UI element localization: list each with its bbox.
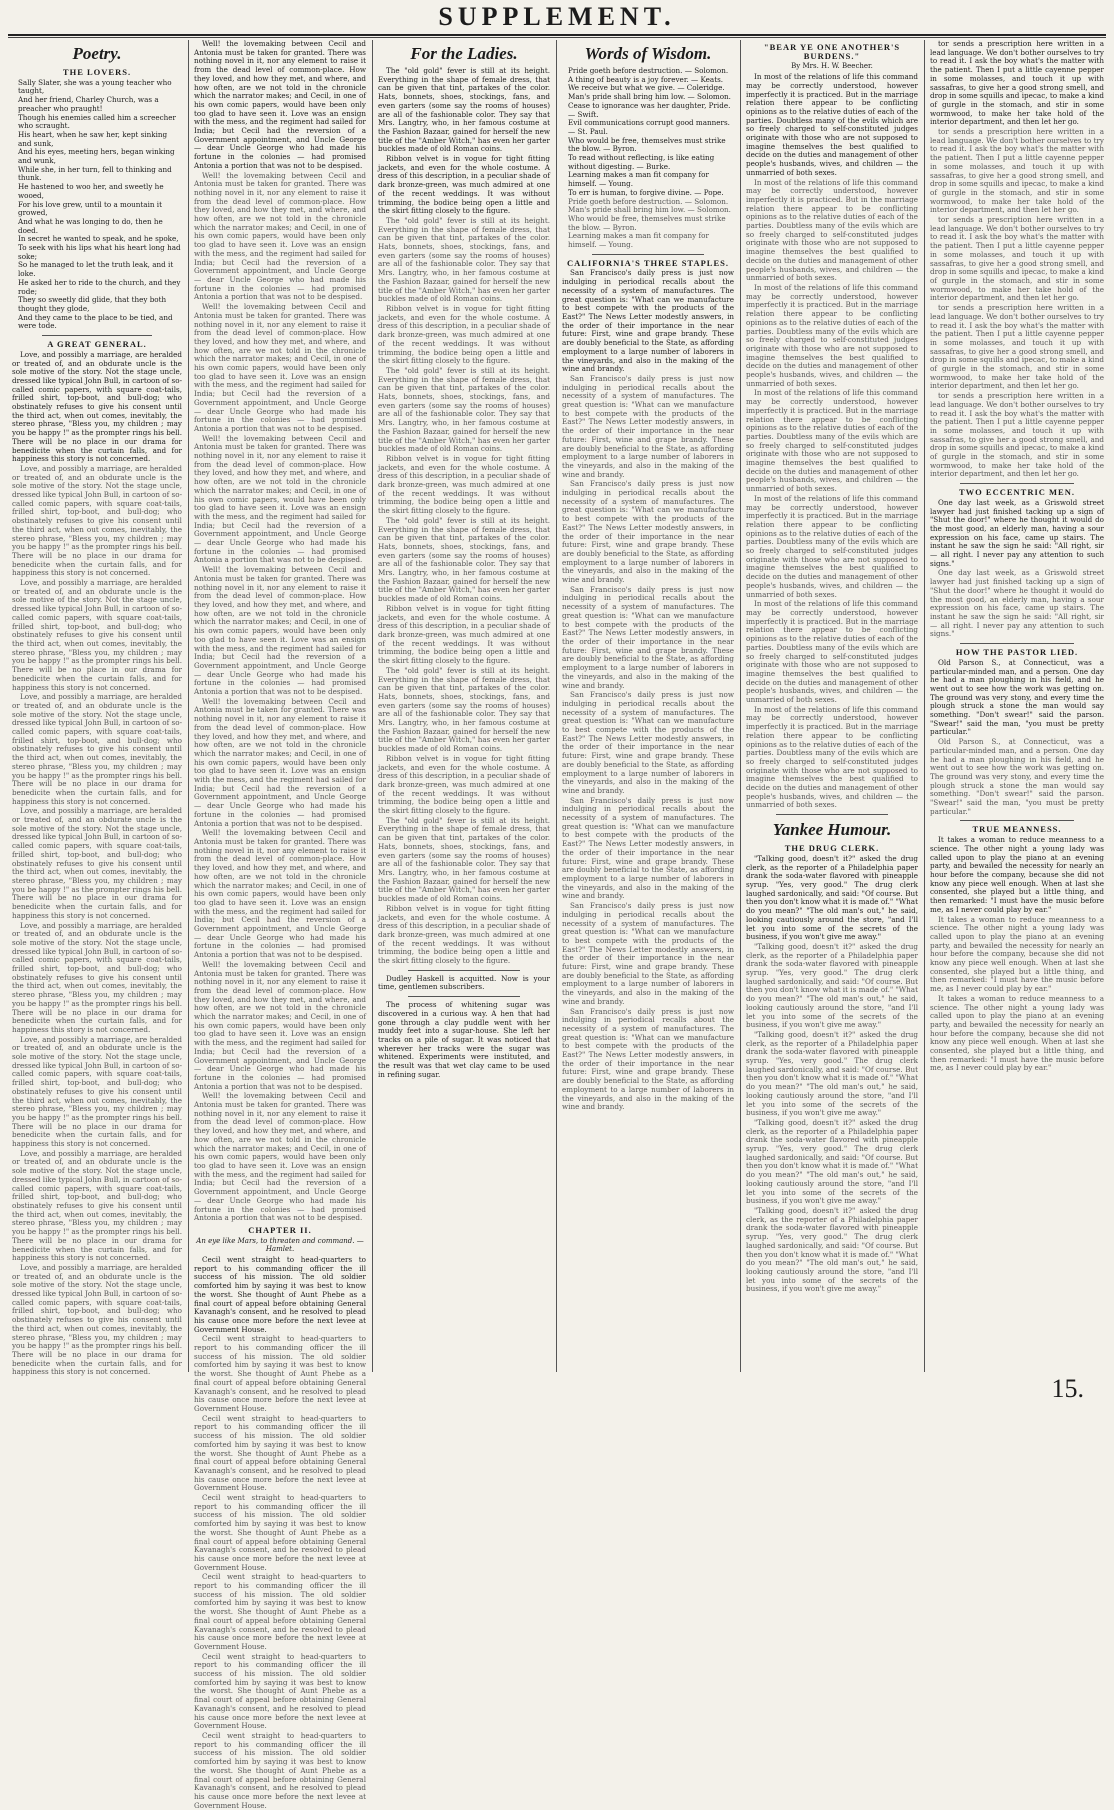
- article-body: "Talking good, doesn't it?" asked the drug clerk, as the reporter of a Philadelphia paper drank the soda-water flavored with pineapple syrup. "Yes, very good." The drug clerk laughed sardonically, and said: "Of course. But then you don't know what it is made of." "What do you mean?" "The old man's out," he said, looking cautiously around the store, "and I'll let you into some of the secrets of the business, if you won't give me away.": [746, 853, 918, 942]
- article-body: tor sends a prescription here written in a lead language. We don't bother ourselves to try to read it. I ask the boy what's the matter with the patient. Then I put a little cayenne pepper in some molasses, and touch it up with sassafras, to give her a good strong smell, and drop in some squills and ipecac, to make a kind of gurgle in the stomach, and stir in some wormwood, to make her take hold of the interior department, and then let her go.: [930, 39, 1104, 127]
- article-body: It takes a woman to reduce meanness to a science. The other night a young lady was called upon to play the piano at an evening party, and bewailed the necessity for nearly an hour before the company, because she did not know any piece well enough. When at last she consented, she played but a little thing, and then remarked: "I must have the music before me, as I never could play by ear.": [930, 835, 1104, 914]
- byline: By Mrs. H. W. Beecher.: [791, 62, 873, 71]
- poem-line: To seek with his lips what his heart long had soke;: [18, 243, 181, 261]
- saying: Pride goeth before destruction. — Solomon.: [568, 66, 729, 75]
- article-body: The "old gold" fever is still at its height. Everything in the shape of female dress, that can be given that tint, partakes of the color. Hats, bonnets, shoes, stockings, fans, and even garters (some say the rooms of houses) are all of the fashionable color. They say that Mrs. Langtry, who, in her famous costume at the Fashion Bazaar, gained for herself the new title of the "Amber Witch," has even her garter buckles made of old Roman coins.: [378, 66, 550, 154]
- column-4: [562, 40, 734, 1370]
- chapter-body: Cecil went straight to head-quarters to report to his commanding officer the ill success of his mission. The old soldier comforted him by saying it was best to know the worst. She thought of Aunt Phebe as a final court of appeal before obtaining General Kavanagh's consent, and he resolved to plead his cause once more before the next levee at Government House.: [194, 1651, 366, 1731]
- article-body: tor sends a prescription here written in a lead language. We don't bother ourselves to try to read it. I ask the boy what's the matter with the patient. Then I put a little cayenne pepper in some molasses, and touch it up with sassafras, to give her a good strong smell, and drop in some squills and ipecac, to make a kind of gurgle in the stomach, and stir in some wormwood, to make her take hold of the interior department, and then let her go.: [930, 303, 1104, 391]
- article-body: San Francisco's daily press is just now indulging in periodical recalls about the necessity of a system of manufactures. The great question is: "What can we manufacture to best compete with the products of the East?" The News Letter modestly answers, in the order of their importance in the near future: First, wine and grape brandy. These are doubly beneficial to the State, as affording employment to a large number of laborers in the vineyards, and also in the making of the wine and brandy.: [562, 901, 734, 1006]
- article-body: San Francisco's daily press is just now indulging in periodical recalls about the necessity of a system of manufactures. The great question is: "What can we manufacture to best compete with the products of the East?" The News Letter modestly answers, in the order of their importance in the near future: First, wine and grape brandy. These are doubly beneficial to the State, as affording employment to a large number of laborers in the vineyards, and also in the making of the wine and brandy.: [562, 795, 734, 901]
- article-body: Well! the lovemaking between Cecil and Antonia must be taken for granted. There was nothing novel in it, nor any element to raise it from the dead level of common-place. How they loved, and how they met, and where, and how often, are we not told in the chronicle which the narrator makes; and Cecil, in one of his own comic papers, would have been only too glad to have seen it. Love was an ensign with the mess, and the regiment had sailed for India; but Cecil had the reversion of a Government appointment, and Uncle George — dear Uncle George who had made his fortune in the colonies — had promised Antonia a portion that was not to be despised.: [194, 302, 366, 433]
- article-body: In most of the relations of life this command may be correctly understood, however imperfectly it is practiced. But in the marriage relation there appear to be conflicting opinions as to the relative duties of each of the parties. Doubtless many of the evils which are so freely charged to self-constituted judges originate with those who are not supposed to imagine themselves the best qualified to decide on the duties and management of other people's husbands, wives, and children — the unmarried of both sexes.: [746, 704, 918, 810]
- poem-line: So he managed to let the truth leak, and it loke.: [18, 260, 174, 279]
- column-rule: [188, 40, 189, 1372]
- separator: [592, 254, 704, 255]
- column-rule: [556, 40, 557, 1372]
- poem-line: And what he was longing to do, then he doed.: [18, 216, 163, 235]
- separator: [960, 820, 1074, 821]
- masthead-rule: [8, 34, 1106, 36]
- column-rule: [924, 40, 925, 1372]
- article-body: tor sends a prescription here written in a lead language. We don't bother ourselves to try to read it. I ask the boy what's the matter with the patient. Then I put a little cayenne pepper in some molasses, and touch it up with sassafras, to give her a good strong smell, and drop in some squills and ipecac, to make a kind of gurgle in the stomach, and stir in some wormwood, to make her take hold of the interior department, and then let her go.: [930, 127, 1104, 215]
- article-body: Well! the lovemaking between Cecil and Antonia must be taken for granted. There was nothing novel in it, nor any element to raise it from the dead level of common-place. How they loved, and how they met, and where, and how often, are we not told in the chronicle which the narrator makes; and Cecil, in one of his own comic papers, would have been only too glad to have seen it. Love was an ensign with the mess, and the regiment had sailed for India; but Cecil had the reversion of a Government appointment, and Uncle George — dear Uncle George who had made his fortune in the colonies — had promised Antonia a portion that was not to be despised.: [194, 696, 366, 828]
- article-body: San Francisco's daily press is just now indulging in periodical recalls about the necessity of a system of manufactures. The great question is: "What can we manufacture to best compete with the products of the East?" The News Letter modestly answers, in the order of their importance in the near future: First, wine and grape brandy. These are doubly beneficial to the State, as affording employment to a large number of laborers in the vineyards, and also in the making of the wine and brandy.: [562, 479, 734, 585]
- chapter-body: Cecil went straight to head-quarters to report to his commanding officer the ill success of his mission. The old soldier comforted him by saying it was best to know the worst. She thought of Aunt Phebe as a final court of appeal before obtaining General Kavanagh's consent, and he resolved to plead his cause once more before the next levee at Government House.: [194, 1255, 366, 1334]
- saying: A thing of beauty is a joy forever. — Keats.: [568, 74, 724, 84]
- column-1: [12, 40, 183, 1377]
- article-body: Well! the lovemaking between Cecil and Antonia must be taken for granted. There was nothing novel in it, nor any element to raise it from the dead level of common-place. How they loved, and how they met, and where, and how often, are we not told in the chronicle which the narrator makes; and Cecil, in one of his own comic papers, would have been only too glad to have seen it. Love was an ensign with the mess, and the regiment had sailed for India; but Cecil had the reversion of a Government appointment, and Uncle George — dear Uncle George who had made his fortune in the colonies — had promised Antonia a portion that was not to be despised.: [194, 433, 366, 565]
- notice: Dudley Haskell is acquitted. Now is your time, gentlemen subscribers.: [378, 973, 550, 992]
- chapter-body: Cecil went straight to head-quarters to report to his commanding officer the ill success of his mission. The old soldier comforted him by saying it was best to know the worst. She thought of Aunt Phebe as a final court of appeal before obtaining General Kavanagh's consent, and he resolved to plead his cause once more before the next levee at Government House.: [194, 1572, 366, 1651]
- column-3: [378, 40, 550, 1370]
- separator: [776, 814, 888, 815]
- article-body: The "old gold" fever is still at its height. Everything in the shape of female dress, that can be given that tint, partakes of the color. Hats, bonnets, shoes, stockings, fans, and even garters (some say the rooms of houses) are all of the fashionable color. They say that Mrs. Langtry, who, in her famous costume at the Fashion Bazaar, gained for herself the new title of the "Amber Witch," has even her garter buckles made of old Roman coins.: [378, 365, 550, 454]
- section-wisdom: Words of Wisdom.: [584, 44, 712, 63]
- separator: [408, 970, 520, 971]
- saying: We receive but what we give. — Coleridge.: [568, 83, 725, 93]
- column-6: [930, 40, 1104, 1340]
- article-body: One day last week, as a Griswold street lawyer had just finished tacking up a sign of "Shut the door!" where he thought it would do the most good, an elderly man, having a sour expression on his face, came up stairs. The instant he saw the sign he said: "All right, sir — all right. I never pay any attention to such signs.": [930, 497, 1104, 568]
- saying: Cease to ignorance was her daughter, Pride. — Swift.: [568, 100, 731, 119]
- article-title: CALIFORNIA'S THREE STAPLES.: [566, 257, 729, 268]
- article-body: Love, and possibly a marriage, are heralded or treated of, and an obdurate uncle is the sole motive of the story. Not the stage uncle, dressed like typical John Bull, in cartoon of so-called comic papers, with square coat-tails, frilled shirt, top-boot, and bull-dog; who obstinately refuses to give his consent until the third act, when out comes, inevitably, the stereo phrase, "Bless you, my children ; may you be happy !" as the prompter rings his bell. There will be no place in our drama for benedicite when the curtain falls, and for happiness this story is not concerned.: [12, 1034, 183, 1149]
- saying: Who would be free, themselves must strike the blow. — Byron.: [568, 135, 726, 154]
- masthead-rule-thin: [8, 37, 1106, 38]
- page-number: 15.: [1051, 1374, 1084, 1403]
- article-body: The "old gold" fever is still at its height. Everything in the shape of female dress, that can be given that tint, partakes of the color. Hats, bonnets, shoes, stockings, fans, and even garters (some say the rooms of houses) are all of the fashionable color. They say that Mrs. Langtry, who, in her famous costume at the Fashion Bazaar, gained for herself the new title of the "Amber Witch," has even her garter buckles made of old Roman coins.: [378, 215, 550, 304]
- saying: Learning makes a man fit company for himself. — Young.: [568, 170, 709, 189]
- article-title: A GREAT GENERAL.: [47, 339, 147, 350]
- article-body: San Francisco's daily press is just now indulging in periodical recalls about the necessity of a system of manufactures. The great question is: "What can we manufacture to best compete with the products of the East?" The News Letter modestly answers, in the order of their importance in the near future: First, wine and grape brandy. These are doubly beneficial to the State, as affording employment to a large number of laborers in the vineyards, and also in the making of the wine and brandy.: [562, 373, 734, 479]
- column-rule: [740, 40, 741, 1372]
- section-humour: Yankee Humour.: [772, 820, 892, 840]
- saying: Who would be free, themselves must strike the blow. — Byron.: [568, 213, 726, 232]
- article-body: Well! the lovemaking between Cecil and Antonia must be taken for granted. There was nothing novel in it, nor any element to raise it from the dead level of common-place. How they loved, and how they met, and where, and how often, are we not told in the chronicle which the narrator makes; and Cecil, in one of his own comic papers, would have been only too glad to have seen it. Love was an ensign with the mess, and the regiment had sailed for India; but Cecil had the reversion of a Government appointment, and Uncle George — dear Uncle George who had made his fortune in the colonies — had promised Antonia a portion that was not to be despised.: [194, 170, 366, 302]
- saying: Evil communications corrupt good manners. — St. Paul.: [568, 118, 730, 136]
- section-poetry: Poetry.: [72, 44, 122, 63]
- saying: Learning makes a man fit company for himself. — Young.: [568, 231, 709, 250]
- article-body: Love, and possibly a marriage, are heralded or treated of, and an obdurate uncle is the sole motive of the story. Not the stage uncle, dressed like typical John Bull, in cartoon of so-called comic papers, with square coat-tails, frilled shirt, top-boot, and bull-dog; who obstinately refuses to give his consent until the third act, when out comes, inevitably, the stereo phrase, "Bless you, my children ; may you be happy !" as the prompter rings his bell. There will be no place in our drama for benedicite when the curtain falls, and for happiness this story is not concerned.: [12, 578, 183, 692]
- article-body: In most of the relations of life this command may be correctly understood, however imperfectly it is practiced. But in the marriage relation there appear to be conflicting opinions as to the relative duties of each of the parties. Doubtless many of the evils which are so freely charged to self-constituted judges originate with those who are not supposed to imagine themselves the best qualified to decide on the duties and management of other people's husbands, wives, and children — the unmarried of both sexes.: [746, 599, 918, 705]
- poem-line: In secret he wanted to speak, and he spoke,: [18, 234, 179, 244]
- article-body: Ribbon velvet is in vogue for tight fitting jackets, and even for the whole costume. A dress of this description, in a peculiar shade of dark bronze-green, was much admired at one of the recent weddings. It was without trimming, the bodice being open a little and the skirt fitting closely to the figure.: [378, 154, 550, 216]
- column-2: [194, 39, 366, 1810]
- poem-line: They so sweetly did glide, that they both thought they glode,: [18, 295, 167, 313]
- chapter-body: Cecil went straight to head-quarters to report to his commanding officer the ill success of his mission. The old soldier comforted him by saying it was best to know the worst. She thought of Aunt Phebe as a final court of appeal before obtaining General Kavanagh's consent, and he resolved to plead his cause once more before the next levee at Government House.: [194, 1413, 366, 1493]
- chapter-epigraph: An eye like Mars, to threaten and command. — Hamlet.: [196, 1236, 364, 1254]
- poem-line: Though his enemies called him a screecher who scraught.: [18, 112, 176, 131]
- page-title: SUPPLEMENT.: [438, 2, 676, 31]
- article-title: THE DRUG CLERK.: [784, 843, 880, 854]
- saying: Man's pride shall bring him low. — Solomon.: [568, 92, 731, 102]
- article-body: Old Parson S., at Connecticut, was a particular-minded man, and a person. One day he had a man ploughing in his field, and he went out to see how the work was getting on. The ground was very stony, and every time the plough struck a stone the man would say something. "Don't swear!" said the parson. "Swear!" said the man, "you must be pretty particular.": [930, 657, 1104, 737]
- article-body: In most of the relations of life this command may be correctly understood, however imperfectly it is practiced. But in the marriage relation there appear to be conflicting opinions as to the relative duties of each of the parties. Doubtless many of the evils which are so freely charged to self-constituted judges originate with those who are not supposed to imagine themselves the best qualified to decide on the duties and management of other people's husbands, wives, and children — the unmarried of both sexes.: [746, 72, 918, 177]
- column-rule: [372, 40, 373, 1372]
- article-body: Love, and possibly a marriage, are heralded or treated of, and an obdurate uncle is the sole motive of the story. Not the stage uncle, dressed like typical John Bull, in cartoon of so-called comic papers, with square coat-tails, frilled shirt, top-boot, and bull-dog; who obstinately refuses to give his consent until the third act, when out comes, inevitably, the stereo phrase, "Bless you, my children ; may you be happy !" as the prompter rings his bell. There will be no place in our drama for benedicite when the curtain falls, and for happiness this story is not concerned.: [12, 1262, 183, 1377]
- separator: [408, 996, 520, 997]
- article-body: tor sends a prescription here written in a lead language. We don't bother ourselves to try to read it. I ask the boy what's the matter with the patient. Then I put a little cayenne pepper in some molasses, and touch it up with sassafras, to give her a good strong smell, and drop in some squills and ipecac, to make a kind of gurgle in the stomach, and stir in some wormwood, to make her take hold of the interior department, and then let her go.: [930, 391, 1104, 479]
- section-ladies: For the Ladies.: [410, 44, 518, 63]
- poem: [12, 79, 182, 331]
- article-body: tor sends a prescription here written in a lead language. We don't bother ourselves to try to read it. I ask the boy what's the matter with the patient. Then I put a little cayenne pepper in some molasses, and touch it up with sassafras, to give her a good strong smell, and drop in some squills and ipecac, to make a kind of gurgle in the stomach, and stir in some wormwood, to make her take hold of the interior department, and then let her go.: [930, 215, 1104, 303]
- article-body: Well! the lovemaking between Cecil and Antonia must be taken for granted. There was nothing novel in it, nor any element to raise it from the dead level of common-place. How they loved, and how they met, and where, and how often, are we not told in the chronicle which the narrator makes; and Cecil, in one of his own comic papers, would have been only too glad to have seen it. Love was an ensign with the mess, and the regiment had sailed for India; but Cecil had the reversion of a Government appointment, and Uncle George — dear Uncle George who had made his fortune in the colonies — had promised Antonia a portion that was not to be despised.: [194, 1091, 366, 1223]
- article-body: "Talking good, doesn't it?" asked the drug clerk, as the reporter of a Philadelphia paper drank the soda-water flavored with pineapple syrup. "Yes, very good." The drug clerk laughed sardonically, and said: "Of course. But then you don't know what it is made of." "What do you mean?" "The old man's out," he said, looking cautiously around the store, "and I'll let you into some of the secrets of the business, if you won't give me away.": [746, 1206, 918, 1294]
- article-body: Love, and possibly a marriage, are heralded or treated of, and an obdurate uncle is the sole motive of the story. Not the stage uncle, dressed like typical John Bull, in cartoon of so-called comic papers, with square coat-tails, frilled shirt, top-boot, and bull-dog; who obstinately refuses to give his consent until the third act, when out comes, inevitably, the stereo phrase, "Bless you, my children ; may you be happy !" as the prompter rings his bell. There will be no place in our drama for benedicite when the curtain falls, and for happiness this story is not concerned.: [12, 806, 183, 920]
- poem-line: For his love grew, until to a mountain it growed,: [18, 199, 162, 218]
- article-body: Well! the lovemaking between Cecil and Antonia must be taken for granted. There was nothing novel in it, nor any element to raise it from the dead level of common-place. How they loved, and how they met, and where, and how often, are we not told in the chronicle which the narrator makes; and Cecil, in one of his own comic papers, would have been only too glad to have seen it. Love was an ensign with the mess, and the regiment had sailed for India; but Cecil had the reversion of a Government appointment, and Uncle George — dear Uncle George who had made his fortune in the colonies — had promised Antonia a portion that was not to be despised.: [194, 39, 366, 170]
- chapter-heading: CHAPTER II.: [248, 1224, 312, 1235]
- saying: Pride goeth before destruction. — Solomon.: [568, 196, 729, 206]
- separator: [960, 643, 1074, 644]
- article-body: Ribbon velvet is in vogue for tight fitting jackets, and even for the whole costume. A dress of this description, in a peculiar shade of dark bronze-green, was much admired at one of the recent weddings. It was without trimming, the bodice being open a little and the skirt fitting closely to the figure.: [378, 903, 550, 966]
- separator: [42, 335, 152, 336]
- article-body: Ribbon velvet is in vogue for tight fitting jackets, and even for the whole costume. A dress of this description, in a peculiar shade of dark bronze-green, was much admired at one of the recent weddings. It was without trimming, the bodice being open a little and the skirt fitting closely to the figure.: [378, 453, 550, 516]
- saying: To err is human, to forgive divine. — Pope.: [568, 187, 724, 197]
- article-title: "BEAR YE ONE ANOTHER'S BURDENS.": [763, 42, 901, 61]
- article-body: In most of the relations of life this command may be correctly understood, however imperfectly it is practiced. But in the marriage relation there appear to be conflicting opinions as to the relative duties of each of the parties. Doubtless many of the evils which are so freely charged to self-constituted judges originate with those who are not supposed to imagine themselves the best qualified to decide on the duties and management of other people's husbands, wives, and children — the unmarried of both sexes.: [746, 177, 918, 283]
- article-body: San Francisco's daily press is just now indulging in periodical recalls about the necessity of a system of manufactures. The great question is: "What can we manufacture to best compete with the products of the East?" The News Letter modestly answers, in the order of their importance in the near future: First, wine and grape brandy. These are doubly beneficial to the State, as affording employment to a large number of laborers in the vineyards, and also in the making of the wine and brandy.: [562, 584, 734, 690]
- article-body: San Francisco's daily press is just now indulging in periodical recalls about the necessity of a system of manufactures. The great question is: "What can we manufacture to best compete with the products of the East?" The News Letter modestly answers, in the order of their importance in the near future: First, wine and grape brandy. These are doubly beneficial to the State, as affording employment to a large number of laborers in the vineyards, and also in the making of the wine and brandy.: [562, 268, 734, 374]
- saying: Man's pride shall bring him low. — Solomon.: [568, 205, 731, 215]
- article-body: Love, and possibly a marriage, are heralded or treated of, and an obdurate uncle is the sole motive of the story. Not the stage uncle, dressed like typical John Bull, in cartoon of so-called comic papers, with square coat-tails, frilled shirt, top-boot, and bull-dog; who obstinately refuses to give his consent until the third act, when out comes, inevitably, the stereo phrase, "Bless you, my children ; may you be happy !" as the prompter rings his bell. There will be no place in our drama for benedicite when the curtain falls, and for happiness this story is not concerned.: [12, 692, 183, 806]
- article-body: Love, and possibly a marriage, are heralded or treated of, and an obdurate uncle is the sole motive of the story. Not the stage uncle, dressed like typical John Bull, in cartoon of so-called comic papers, with square coat-tails, frilled shirt, top-boot, and bull-dog; who obstinately refuses to give his consent until the third act, when out comes, inevitably, the stereo phrase, "Bless you, my children ; may you be happy !" as the prompter rings his bell. There will be no place in our drama for benedicite when the curtain falls, and for happiness this story is not concerned.: [12, 349, 183, 464]
- poem-line: And her friend, Charley Church, was a preacher who praught!: [18, 95, 159, 113]
- article-body: Ribbon velvet is in vogue for tight fitting jackets, and even for the whole costume. A dress of this description, in a peculiar shade of dark bronze-green, was much admired at one of the recent weddings. It was without trimming, the bodice being open a little and the skirt fitting closely to the figure.: [378, 603, 550, 666]
- article-body: In most of the relations of life this command may be correctly understood, however imperfectly it is practiced. But in the marriage relation there appear to be conflicting opinions as to the relative duties of each of the parties. Doubtless many of the evils which are so freely charged to self-constituted judges originate with those who are not supposed to imagine themselves the best qualified to decide on the duties and management of other people's husbands, wives, and children — the unmarried of both sexes.: [746, 388, 918, 494]
- article-body: San Francisco's daily press is just now indulging in periodical recalls about the necessity of a system of manufactures. The great question is: "What can we manufacture to best compete with the products of the East?" The News Letter modestly answers, in the order of their importance in the near future: First, wine and grape brandy. These are doubly beneficial to the State, as affording employment to a large number of laborers in the vineyards, and also in the making of the wine and brandy.: [562, 690, 734, 795]
- article-body: The "old gold" fever is still at its height. Everything in the shape of female dress, that can be given that tint, partakes of the color. Hats, bonnets, shoes, stockings, fans, and even garters (some say the rooms of houses) are all of the fashionable color. They say that Mrs. Langtry, who, in her famous costume at the Fashion Bazaar, gained for herself the new title of the "Amber Witch," has even her garter buckles made of old Roman coins.: [378, 665, 550, 754]
- article-body: "Talking good, doesn't it?" asked the drug clerk, as the reporter of a Philadelphia paper drank the soda-water flavored with pineapple syrup. "Yes, very good." The drug clerk laughed sardonically, and said: "Of course. But then you don't know what it is made of." "What do you mean?" "The old man's out," he said, looking cautiously around the store, "and I'll let you into some of the secrets of the business, if you won't give me away.": [746, 1029, 918, 1118]
- notice: The process of whitening sugar was discovered in a curious way. A hen that had gone through a clay puddle went with her muddy feet into a sugar-house. She left her tracks on a pile of sugar. It was noticed that wherever her tracks were the sugar was whitened. Experiments were instituted, and the result was that wet clay came to be used in refining sugar.: [378, 1000, 550, 1079]
- article-body: Ribbon velvet is in vogue for tight fitting jackets, and even for the whole costume. A dress of this description, in a peculiar shade of dark bronze-green, was much admired at one of the recent weddings. It was without trimming, the bodice being open a little and the skirt fitting closely to the figure.: [378, 303, 550, 366]
- poem-line: And his eyes, meeting hers, began winking and wunk,: [18, 147, 175, 166]
- article-body: San Francisco's daily press is just now indulging in periodical recalls about the necessity of a system of manufactures. The great question is: "What can we manufacture to best compete with the products of the East?" The News Letter modestly answers, in the order of their importance in the near future: First, wine and grape brandy. These are doubly beneficial to the State, as affording employment to a large number of laborers in the vineyards, and also in the making of the wine and brandy.: [562, 1006, 734, 1112]
- saying: To read without reflecting, is like eating without digesting. — Burke.: [568, 153, 715, 171]
- article-body: One day last week, as a Griswold street lawyer had just finished tacking up a sign of "Shut the door!" where he thought it would do the most good, an elderly man, having a sour expression on his face, came up stairs. The instant he saw the sign he said: "All right, sir — all right. I never pay any attention to such signs.": [930, 568, 1104, 639]
- poem-line: Sally Slater, she was a young teacher who taught,: [18, 77, 172, 96]
- article-title: HOW THE PASTOR LIED.: [955, 647, 1079, 658]
- article-body: Well! the lovemaking between Cecil and Antonia must be taken for granted. There was nothing novel in it, nor any element to raise it from the dead level of common-place. How they loved, and how they met, and where, and how often, are we not told in the chronicle which the narrator makes; and Cecil, in one of his own comic papers, would have been only too glad to have seen it. Love was an ensign with the mess, and the regiment had sailed for India; but Cecil had the reversion of a Government appointment, and Uncle George — dear Uncle George who had made his fortune in the colonies — had promised Antonia a portion that was not to be despised.: [194, 828, 366, 960]
- chapter-body: Cecil went straight to head-quarters to report to his commanding officer the ill success of his mission. The old soldier comforted him by saying it was best to know the worst. She thought of Aunt Phebe as a final court of appeal before obtaining General Kavanagh's consent, and he resolved to plead his cause once more before the next levee at Government House.: [194, 1731, 366, 1810]
- article-title: TWO ECCENTRIC MEN.: [959, 487, 1075, 498]
- article-body: Love, and possibly a marriage, are heralded or treated of, and an obdurate uncle is the sole motive of the story. Not the stage uncle, dressed like typical John Bull, in cartoon of so-called comic papers, with square coat-tails, frilled shirt, top-boot, and bull-dog; who obstinately refuses to give his consent until the third act, when out comes, inevitably, the stereo phrase, "Bless you, my children ; may you be happy !" as the prompter rings his bell. There will be no place in our drama for benedicite when the curtain falls, and for happiness this story is not concerned.: [12, 1148, 183, 1263]
- poem-line: His heart, when he saw her, kept sinking and sunk,: [18, 129, 168, 148]
- column-5: [746, 40, 918, 1370]
- article-body: The "old gold" fever is still at its height. Everything in the shape of female dress, that can be given that tint, partakes of the color. Hats, bonnets, shoes, stockings, fans, and even garters (some say the rooms of houses) are all of the fashionable color. They say that Mrs. Langtry, who, in her famous costume at the Fashion Bazaar, gained for herself the new title of the "Amber Witch," has even her garter buckles made of old Roman coins.: [378, 815, 550, 904]
- poem-line: While she, in her turn, fell to thinking and thunk.: [18, 164, 172, 183]
- masthead: [0, 0, 1114, 34]
- article-body: Well! the lovemaking between Cecil and Antonia must be taken for granted. There was nothing novel in it, nor any element to raise it from the dead level of common-place. How they loved, and how they met, and where, and how often, are we not told in the chronicle which the narrator makes; and Cecil, in one of his own comic papers, would have been only too glad to have seen it. Love was an ensign with the mess, and the regiment had sailed for India; but Cecil had the reversion of a Government appointment, and Uncle George — dear Uncle George who had made his fortune in the colonies — had promised Antonia a portion that was not to be despised.: [194, 565, 366, 697]
- article-body: It takes a woman to reduce meanness to a science. The other night a young lady was called upon to play the piano at an evening party, and bewailed the necessity for nearly an hour before the company, because she did not know any piece well enough. When at last she consented, she played but a little thing, and then remarked: "I must have the music before me, as I never could play by ear.": [930, 993, 1104, 1073]
- article-body: It takes a woman to reduce meanness to a science. The other night a young lady was called upon to play the piano at an evening party, and bewailed the necessity for nearly an hour before the company, because she did not know any piece well enough. When at last she consented, she played but a little thing, and then remarked: "I must have the music before me, as I never could play by ear.": [930, 914, 1104, 994]
- poem-line: And they came to the place to be tied, and were tode.: [18, 312, 173, 331]
- article-body: In most of the relations of life this command may be correctly understood, however imperfectly it is practiced. But in the marriage relation there appear to be conflicting opinions as to the relative duties of each of the parties. Doubtless many of the evils which are so freely charged to self-constituted judges originate with those who are not supposed to imagine themselves the best qualified to decide on the duties and management of other people's husbands, wives, and children — the unmarried of both sexes.: [746, 493, 918, 599]
- article-body: Ribbon velvet is in vogue for tight fitting jackets, and even for the whole costume. A dress of this description, in a peculiar shade of dark bronze-green, was much admired at one of the recent weddings. It was without trimming, the bodice being open a little and the skirt fitting closely to the figure.: [378, 753, 550, 816]
- chapter-body: Cecil went straight to head-quarters to report to his commanding officer the ill success of his mission. The old soldier comforted him by saying it was best to know the worst. She thought of Aunt Phebe as a final court of appeal before obtaining General Kavanagh's consent, and he resolved to plead his cause once more before the next levee at Government House.: [194, 1493, 366, 1572]
- article-body: Old Parson S., at Connecticut, was a particular-minded man, and a person. One day he had a man ploughing in his field, and he went out to see how the work was getting on. The ground was very stony, and every time the plough struck a stone the man would say something. "Don't swear!" said the parson. "Swear!" said the man, "you must be pretty particular.": [930, 737, 1104, 816]
- poem-title: THE LOVERS.: [62, 67, 132, 77]
- chapter-body: Cecil went straight to head-quarters to report to his commanding officer the ill success of his mission. The old soldier comforted him by saying it was best to know the worst. She thought of Aunt Phebe as a final court of appeal before obtaining General Kavanagh's consent, and he resolved to plead his cause once more before the next levee at Government House.: [194, 1334, 366, 1413]
- article-body: The "old gold" fever is still at its height. Everything in the shape of female dress, that can be given that tint, partakes of the color. Hats, bonnets, shoes, stockings, fans, and even garters (some say the rooms of houses) are all of the fashionable color. They say that Mrs. Langtry, who, in her famous costume at the Fashion Bazaar, gained for herself the new title of the "Amber Witch," has even her garter buckles made of old Roman coins.: [378, 515, 550, 604]
- poem-line: He asked her to ride to the church, and they rode;: [18, 277, 181, 296]
- article-body: "Talking good, doesn't it?" asked the drug clerk, as the reporter of a Philadelphia paper drank the soda-water flavored with pineapple syrup. "Yes, very good." The drug clerk laughed sardonically, and said: "Of course. But then you don't know what it is made of." "What do you mean?" "The old man's out," he said, looking cautiously around the store, "and I'll let you into some of the secrets of the business, if you won't give me away.": [746, 941, 918, 1030]
- article-body: Love, and possibly a marriage, are heralded or treated of, and an obdurate uncle is the sole motive of the story. Not the stage uncle, dressed like typical John Bull, in cartoon of so-called comic papers, with square coat-tails, frilled shirt, top-boot, and bull-dog; who obstinately refuses to give his consent until the third act, when out comes, inevitably, the stereo phrase, "Bless you, my children ; may you be happy !" as the prompter rings his bell. There will be no place in our drama for benedicite when the curtain falls, and for happiness this story is not concerned.: [12, 920, 183, 1034]
- article-body: Love, and possibly a marriage, are heralded or treated of, and an obdurate uncle is the sole motive of the story. Not the stage uncle, dressed like typical John Bull, in cartoon of so-called comic papers, with square coat-tails, frilled shirt, top-boot, and bull-dog; who obstinately refuses to give his consent until the third act, when out comes, inevitably, the stereo phrase, "Bless you, my children ; may you be happy !" as the prompter rings his bell. There will be no place in our drama for benedicite when the curtain falls, and for happiness this story is not concerned.: [12, 463, 183, 578]
- article-body: In most of the relations of life this command may be correctly understood, however imperfectly it is practiced. But in the marriage relation there appear to be conflicting opinions as to the relative duties of each of the parties. Doubtless many of the evils which are so freely charged to self-constituted judges originate with those who are not supposed to imagine themselves the best qualified to decide on the duties and management of other people's husbands, wives, and children — the unmarried of both sexes.: [746, 282, 918, 388]
- article-body: Well! the lovemaking between Cecil and Antonia must be taken for granted. There was nothing novel in it, nor any element to raise it from the dead level of common-place. How they loved, and how they met, and where, and how often, are we not told in the chronicle which the narrator makes; and Cecil, in one of his own comic papers, would have been only too glad to have seen it. Love was an ensign with the mess, and the regiment had sailed for India; but Cecil had the reversion of a Government appointment, and Uncle George — dear Uncle George who had made his fortune in the colonies — had promised Antonia a portion that was not to be despised.: [194, 959, 366, 1091]
- article-body: "Talking good, doesn't it?" asked the drug clerk, as the reporter of a Philadelphia paper drank the soda-water flavored with pineapple syrup. "Yes, very good." The drug clerk laughed sardonically, and said: "Of course. But then you don't know what it is made of." "What do you mean?" "The old man's out," he said, looking cautiously around the store, "and I'll let you into some of the secrets of the business, if you won't give me away.": [746, 1117, 918, 1206]
- article-title: TRUE MEANNESS.: [972, 824, 1062, 835]
- separator: [960, 483, 1074, 484]
- poem-line: He hastened to woo her, and sweetly he wooed,: [18, 182, 164, 200]
